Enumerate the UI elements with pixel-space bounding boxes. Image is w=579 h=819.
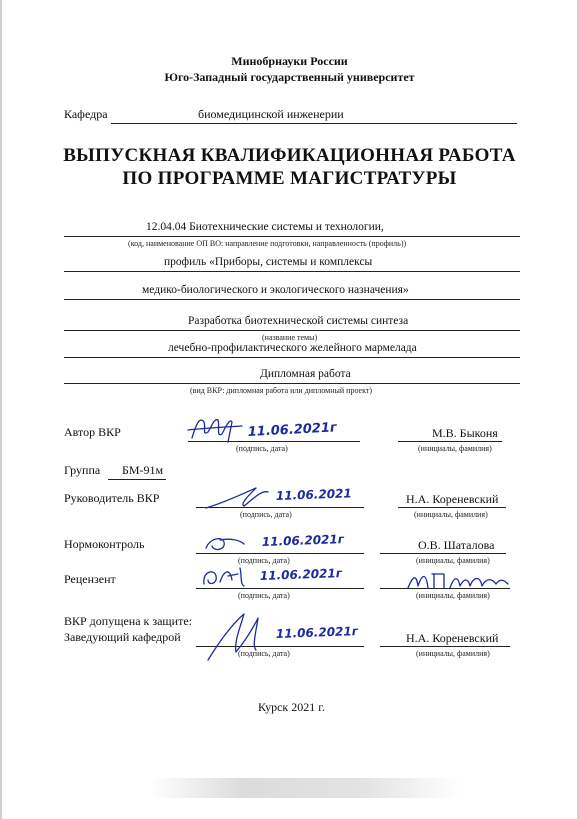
supervisor-label: Руководитель ВКР: [64, 491, 160, 505]
supervisor-name-caption: (инициалы, фамилия): [414, 510, 488, 519]
profile-line2: медико-биологического и экологического назначения»: [142, 284, 409, 296]
group-value: БМ-91м: [122, 463, 164, 477]
topic-line1: Разработка биотехнической системы синтеза: [188, 315, 409, 327]
normcontrol-signature-date: 11.06.2021г: [261, 532, 345, 549]
topic-line2: лечебно-профилактического желейного мармелада: [168, 342, 417, 354]
admission-name-line: [380, 646, 510, 647]
program-code-underline: [64, 236, 520, 237]
document-title-line1: ВЫПУСКНАЯ КВАЛИФИКАЦИОННАЯ РАБОТА: [63, 145, 516, 166]
ministry-name: Минобрнауки России: [231, 54, 348, 68]
supervisor-name: Н.А. Кореневский: [406, 492, 499, 506]
program-caption: (код, наименование ОП ВО: направление подготовки, направленность (профиль)): [128, 239, 407, 248]
topic-underline-1: [64, 330, 520, 331]
work-type-underline: [64, 383, 520, 384]
admission-sign-caption: (подпись, дата): [238, 649, 290, 658]
admission-signature-date: 11.06.2021г: [275, 624, 359, 641]
admission-name: Н.А. Кореневский: [406, 631, 499, 645]
reviewer-sign-caption: (подпись, дата): [238, 591, 290, 600]
normcontrol-name-caption: (инициалы, фамилия): [416, 556, 490, 565]
author-signature-date: 11.06.2021г: [247, 420, 338, 440]
author-name: М.В. Быконя: [432, 426, 498, 440]
normcontrol-name-line: [380, 553, 506, 554]
admission-name-caption: (инициалы, фамилия): [416, 649, 490, 658]
program-code: 12.04.04 Биотехнические системы и технологии,: [146, 221, 384, 233]
page-left-edge: [0, 0, 2, 819]
normcontrol-signature: [200, 524, 370, 558]
admission-label-2: Заведующий кафедрой: [64, 630, 181, 644]
department-underline: [111, 123, 517, 124]
reviewer-name-handwritten: [404, 566, 516, 594]
profile-line1: профиль «Приборы, системы и комплексы: [164, 256, 373, 268]
department-label: Кафедра: [64, 107, 108, 121]
bleed-through-smudge: [150, 778, 460, 798]
author-signature: [186, 412, 362, 446]
supervisor-signature-date: 11.06.2021: [275, 486, 352, 503]
reviewer-signature: [198, 558, 370, 592]
supervisor-name-line: [398, 507, 506, 508]
document-title-line2: ПО ПРОГРАММЕ МАГИСТРАТУРЫ: [122, 168, 457, 189]
work-type-value: Дипломная работа: [260, 368, 351, 380]
group-underline: [108, 479, 166, 480]
author-name-caption: (инициалы, фамилия): [418, 444, 492, 453]
author-sign-caption: (подпись, дата): [236, 444, 288, 453]
normcontrol-label: Нормоконтроль: [64, 537, 145, 551]
work-type-caption: (вид ВКР: дипломная работа или дипломный проект): [190, 386, 373, 395]
supervisor-signature: [196, 478, 372, 512]
group-label: Группа: [64, 463, 101, 477]
university-name: Юго-Западный государственный университет: [164, 70, 415, 84]
reviewer-label: Рецензент: [64, 572, 116, 586]
supervisor-sign-caption: (подпись, дата): [240, 510, 292, 519]
department-value: биомедицинской инженерии: [198, 107, 344, 121]
profile-underline-1: [64, 271, 520, 272]
normcontrol-name: О.В. Шаталова: [418, 538, 495, 552]
profile-underline-2: [64, 299, 520, 300]
reviewer-name-caption: (инициалы, фамилия): [416, 591, 490, 600]
city-year: Курск 2021 г.: [258, 700, 325, 714]
author-label: Автор ВКР: [64, 425, 121, 439]
author-name-line: [398, 441, 502, 442]
admission-label-1: ВКР допущена к защите:: [64, 614, 192, 628]
topic-caption: (название темы): [262, 333, 318, 342]
topic-underline-2: [64, 357, 520, 358]
reviewer-signature-date: 11.06.2021г: [259, 566, 343, 583]
normcontrol-sign-caption: (подпись, дата): [238, 556, 290, 565]
